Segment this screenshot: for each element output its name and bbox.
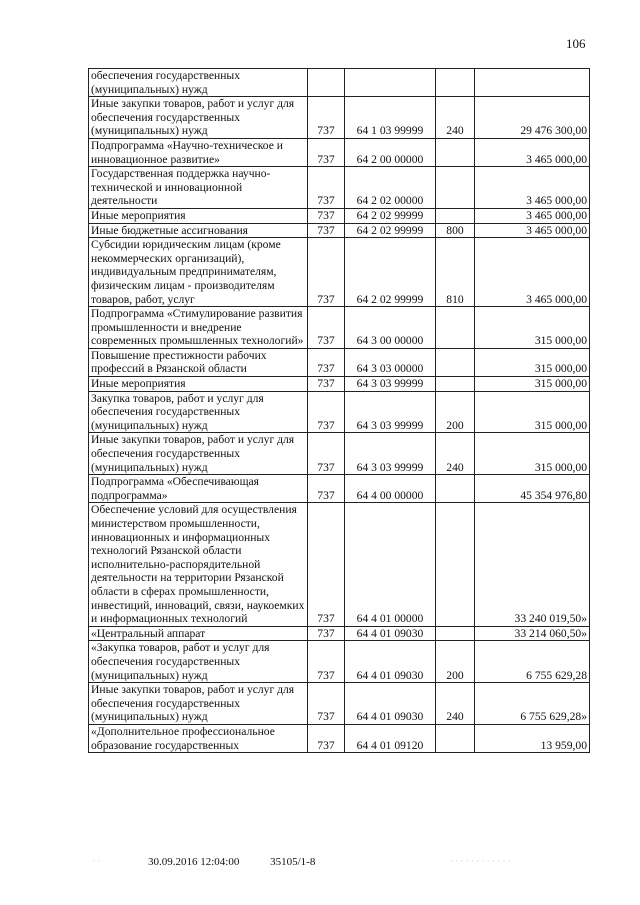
cell-sum: 315 000,00 xyxy=(475,307,590,349)
table-row xyxy=(89,683,590,725)
cell-csr: 64 3 03 99999 xyxy=(345,377,436,392)
table-row xyxy=(89,391,590,433)
cell-name: Иные бюджетные ассигнования xyxy=(89,223,308,238)
footer-datetime: 30.09.2016 12:04:00 xyxy=(148,856,240,868)
cell-name: Иные мероприятия xyxy=(89,377,308,392)
cell-sum: 45 354 976,80 xyxy=(475,475,590,503)
table-row xyxy=(89,475,590,503)
cell-ved: 737 xyxy=(308,138,345,166)
cell-vr xyxy=(436,138,475,166)
cell-ved: 737 xyxy=(308,238,345,307)
scan-smudge: · · · · · · · · · · · · xyxy=(450,856,511,866)
cell-sum: 13 959,00 xyxy=(475,724,590,752)
cell-name: Подпрограмма «Стимулирование развития промышленности и внедрение современных промышленных технологий» xyxy=(89,307,308,349)
cell-csr: 64 3 00 00000 xyxy=(345,307,436,349)
cell-ved: 737 xyxy=(308,433,345,475)
cell-name: Субсидии юридическим лицам (кроме некоммерческих организаций), индивидуальным предпринимателям, физическим лицам - производителям товаров, работ, услуг xyxy=(89,238,308,307)
cell-csr: 64 4 01 09030 xyxy=(345,641,436,683)
cell-name: Подпрограмма «Обеспечивающая подпрограмма» xyxy=(89,475,308,503)
cell-ved: 737 xyxy=(308,223,345,238)
table-row xyxy=(89,433,590,475)
cell-name: «Дополнительное профессиональное образование государственных xyxy=(89,724,308,752)
cell-vr: 240 xyxy=(436,97,475,139)
cell-csr: 64 3 03 99999 xyxy=(345,433,436,475)
cell-vr: 800 xyxy=(436,223,475,238)
cell-vr: 200 xyxy=(436,391,475,433)
cell-csr: 64 2 02 99999 xyxy=(345,238,436,307)
table-row xyxy=(89,69,590,97)
cell-ved: 737 xyxy=(308,724,345,752)
footer xyxy=(148,856,343,868)
cell-csr: 64 4 01 00000 xyxy=(345,503,436,626)
cell-vr xyxy=(436,377,475,392)
cell-ved: 737 xyxy=(308,641,345,683)
cell-vr: 240 xyxy=(436,433,475,475)
cell-ved: 737 xyxy=(308,307,345,349)
cell-name: Иные закупки товаров, работ и услуг для обеспечения государственных (муниципальных) нужд xyxy=(89,433,308,475)
cell-sum: 315 000,00 xyxy=(475,348,590,376)
cell-csr: 64 4 01 09030 xyxy=(345,626,436,641)
cell-sum: 6 755 629,28 xyxy=(475,641,590,683)
cell-sum: 3 465 000,00 xyxy=(475,208,590,223)
footer-doc-code: 35105/1-8 xyxy=(270,856,316,868)
cell-vr xyxy=(436,307,475,349)
cell-ved: 737 xyxy=(308,475,345,503)
cell-csr: 64 3 03 99999 xyxy=(345,391,436,433)
cell-ved: 737 xyxy=(308,683,345,725)
cell-vr xyxy=(436,208,475,223)
cell-sum: 6 755 629,28» xyxy=(475,683,590,725)
cell-ved xyxy=(308,69,345,97)
budget-table xyxy=(88,68,590,753)
cell-ved: 737 xyxy=(308,391,345,433)
cell-csr: 64 3 03 00000 xyxy=(345,348,436,376)
cell-vr: 240 xyxy=(436,683,475,725)
cell-ved: 737 xyxy=(308,377,345,392)
cell-ved: 737 xyxy=(308,348,345,376)
cell-name: «Закупка товаров, работ и услуг для обеспечения государственных (муниципальных) нужд xyxy=(89,641,308,683)
cell-ved: 737 xyxy=(308,208,345,223)
table-row xyxy=(89,626,590,641)
cell-csr: 64 4 01 09030 xyxy=(345,683,436,725)
cell-vr xyxy=(436,348,475,376)
cell-name: Повышение престижности рабочих профессий в Рязанской области xyxy=(89,348,308,376)
cell-name: Подпрограмма «Научно-техническое и инновационное развитие» xyxy=(89,138,308,166)
cell-csr: 64 2 00 00000 xyxy=(345,138,436,166)
cell-vr xyxy=(436,69,475,97)
cell-name: Иные закупки товаров, работ и услуг для обеспечения государственных (муниципальных) нужд xyxy=(89,97,308,139)
table-row xyxy=(89,97,590,139)
cell-csr: 64 2 02 99999 xyxy=(345,223,436,238)
cell-csr: 64 2 02 00000 xyxy=(345,167,436,209)
cell-ved: 737 xyxy=(308,626,345,641)
cell-name: «Центральный аппарат xyxy=(89,626,308,641)
cell-csr: 64 2 02 99999 xyxy=(345,208,436,223)
table-row xyxy=(89,503,590,626)
cell-sum: 315 000,00 xyxy=(475,391,590,433)
table-row xyxy=(89,724,590,752)
cell-sum: 3 465 000,00 xyxy=(475,238,590,307)
cell-vr xyxy=(436,626,475,641)
cell-sum: 33 240 019,50» xyxy=(475,503,590,626)
cell-sum: 33 214 060,50» xyxy=(475,626,590,641)
cell-vr xyxy=(436,167,475,209)
cell-name: Иные закупки товаров, работ и услуг для обеспечения государственных (муниципальных) нужд xyxy=(89,683,308,725)
cell-sum: 315 000,00 xyxy=(475,377,590,392)
table-row xyxy=(89,348,590,376)
cell-vr xyxy=(436,724,475,752)
cell-sum: 3 465 000,00 xyxy=(475,223,590,238)
cell-vr xyxy=(436,475,475,503)
scan-smudge: · · xyxy=(92,856,101,866)
cell-sum: 3 465 000,00 xyxy=(475,167,590,209)
cell-vr: 810 xyxy=(436,238,475,307)
page-number: 106 xyxy=(566,36,586,51)
cell-name: Обеспечение условий для осуществления министерством промышленности, инновационных и информационных технологий Рязанской области исполнительно-распорядительной деятельности на территории Рязанской области в сферах промышленности, инвестиций, инноваций, связи, наукоемких и информационных технологий xyxy=(89,503,308,626)
table-row xyxy=(89,138,590,166)
cell-name: Закупка товаров, работ и услуг для обеспечения государственных (муниципальных) нужд xyxy=(89,391,308,433)
table-row xyxy=(89,223,590,238)
table-row xyxy=(89,307,590,349)
cell-ved: 737 xyxy=(308,503,345,626)
cell-name: Иные мероприятия xyxy=(89,208,308,223)
cell-vr: 200 xyxy=(436,641,475,683)
cell-sum: 3 465 000,00 xyxy=(475,138,590,166)
cell-name: обеспечения государственных (муниципальных) нужд xyxy=(89,69,308,97)
cell-ved: 737 xyxy=(308,167,345,209)
cell-ved: 737 xyxy=(308,97,345,139)
cell-sum xyxy=(475,69,590,97)
table-row xyxy=(89,208,590,223)
table-row xyxy=(89,167,590,209)
table-row xyxy=(89,641,590,683)
cell-csr: 64 4 00 00000 xyxy=(345,475,436,503)
table-row xyxy=(89,238,590,307)
cell-name: Государственная поддержка научно-технической и инновационной деятельности xyxy=(89,167,308,209)
table-row xyxy=(89,377,590,392)
cell-csr: 64 4 01 09120 xyxy=(345,724,436,752)
cell-csr: 64 1 03 99999 xyxy=(345,97,436,139)
cell-sum: 29 476 300,00 xyxy=(475,97,590,139)
cell-vr xyxy=(436,503,475,626)
cell-csr xyxy=(345,69,436,97)
cell-sum: 315 000,00 xyxy=(475,433,590,475)
